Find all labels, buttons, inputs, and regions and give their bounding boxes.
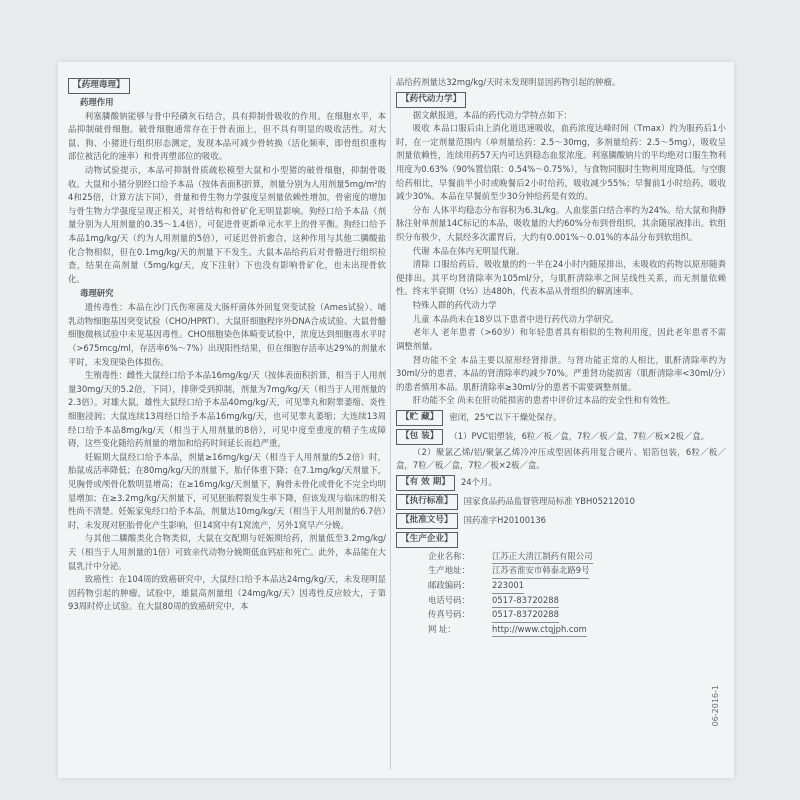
manufacturer-block bbox=[428, 550, 726, 638]
mfr-fax: 0517-83720288 bbox=[492, 608, 559, 623]
section-header-storage: 【贮 藏】 bbox=[396, 410, 443, 426]
carcinogenicity-continued: 品给药剂量达32mg/kg/天时未发现明显因药物引起的肿瘤。 bbox=[396, 77, 621, 87]
section-header-validity: 【有 效 期】 bbox=[396, 475, 455, 491]
carcinogenicity-paragraph: 致癌性：在104周的致癌研究中，大鼠经口给予本品达24mg/kg/天，未发现明显因药物引起的肿瘤。试验中，雄鼠高剂量组（24mg/kg/天）因毒性反应较大，于第93周时停止试验。在大鼠80周的致癌研究中，本 bbox=[68, 574, 386, 612]
package-insert-sheet bbox=[58, 62, 734, 778]
toxicology-title: 毒理研究 bbox=[80, 288, 114, 299]
elderly-paragraph: 老年人 老年患者（>60岁）和年轻患者具有相似的生物利用度，因此老年患者不需调整剂量。 bbox=[396, 327, 726, 351]
section-header-approval: 【批准文号】 bbox=[396, 513, 458, 529]
pk-intro: 据文献报道，本品的药代动力学特点如下： bbox=[412, 109, 572, 120]
standard-row bbox=[396, 492, 726, 511]
bisphosphonate-paragraph: 与其他二膦酸类化合物类似，大鼠在交配期与妊娠期给药，剂量低至3.2mg/kg/天（相当于人用剂量的1倍）可致亲代动物分娩期低血钙症和死亡。此外，本品能在大鼠乳汁中分泌。 bbox=[68, 533, 386, 571]
mfr-postcode: 223001 bbox=[492, 579, 524, 594]
mfr-website: http://www.ctqjph.com bbox=[492, 623, 587, 638]
elimination-paragraph: 清除 口服给药后，吸收量的约一半在24小时内随尿排出，未吸收的药物以原形随粪便排出。其平均肾清除率为105ml/分，与肌酐清除率之间呈线性关系，而无剂量依赖性。终末半衰期（t½）达480h，代表本品从骨组织的解离速率。 bbox=[396, 259, 726, 297]
mfr-address-label: 生产地址： bbox=[428, 565, 470, 576]
package-value-2: （2）聚氯乙烯/铝/聚氯乙烯冷冲压成型固体药用复合硬片、铝箔包装，6粒／板／盒，7粒／板／盒，7粒／板×2板／盒。 bbox=[396, 446, 726, 471]
mfr-address-row bbox=[428, 564, 726, 579]
mfr-website-label: 网 址： bbox=[428, 623, 456, 634]
mfr-website-row bbox=[428, 623, 726, 638]
mfr-name-row bbox=[428, 550, 726, 565]
approval-row bbox=[396, 511, 726, 530]
storage-row bbox=[396, 408, 726, 427]
package-row bbox=[396, 427, 726, 446]
mfr-phone-label: 电话号码： bbox=[428, 594, 470, 605]
section-header-manufacturer: 【生产企业】 bbox=[396, 532, 458, 548]
print-code: 06-2016-1 bbox=[711, 684, 720, 726]
column-divider bbox=[390, 76, 391, 770]
mfr-name: 江苏正大清江制药有限公司 bbox=[492, 550, 593, 565]
validity-value: 24个月。 bbox=[460, 477, 497, 487]
hepatic-paragraph: 肝功能不全 尚未在肝功能损害的患者中评价过本品的安全性和有效性。 bbox=[412, 395, 676, 406]
mfr-postcode-row bbox=[428, 579, 726, 594]
pharmacology-paragraph: 利塞膦酸钠能够与骨中羟磷灰石结合，具有抑制骨吸收的作用。在细胞水平，本品抑制破骨细胞。破骨细胞通常存在于骨表面上，但不具有明显的吸收活性。对大鼠、狗、小猪进行组织形态测定，发现本品可减少骨转换（活化频率，即骨组织重构部位被活化的速率）和骨再塑部位的吸收。 bbox=[68, 110, 386, 162]
section-header-pharm-tox: 【药理毒理】 bbox=[68, 78, 130, 94]
mfr-phone: 0517-83720288 bbox=[492, 594, 559, 609]
section-header-standard: 【执行标准】 bbox=[396, 494, 458, 510]
children-paragraph: 儿童 本品尚未在18岁以下患者中进行药代动力学研究。 bbox=[412, 313, 619, 324]
mfr-postcode-label: 邮政编码： bbox=[428, 579, 470, 590]
special-populations-title: 特殊人群的药代动力学 bbox=[412, 300, 497, 311]
renal-paragraph: 肾功能不全 本品主要以原形经肾排泄。与肾功能正常的人相比，肌酐清除率约为30ml/分的患者，本品的肾清除率约减少70%。严重肾功能损害（肌酐清除率<30ml/分）的患者慎用本品。肌酐清除率≥30ml/分的患者不需要调整剂量。 bbox=[396, 354, 726, 392]
reproductive-toxicity-paragraph: 生殖毒性：雌性大鼠经口给予本品16mg/kg/天（按体表面积折算，相当于人用剂量30mg/天的5.2倍，下同），排卵受到抑制，剂量为7mg/kg/天（相当于人用剂量的2.3倍）。对雄大鼠，雄性大鼠经口给予本品40mg/kg/天，可见睾丸和附睾萎缩、炎性细胞浸润；大鼠连续13周经口给予本品16mg/kg/天，也可见睾丸萎缩；大连续13周经口给予本品8mg/kg/天（相当于人用剂量的8倍），可见中度至重度的精子生成障碍，这些变化随给药剂量的增加和给药时间延长而趋严重。 bbox=[68, 370, 386, 449]
right-column bbox=[396, 76, 726, 772]
absorption-paragraph: 吸收 本品口服后由上消化道迅速吸收，血药浓度达峰时间（Tmax）约为服药后1小时，在一定剂量范围内（单剂量给药：2.5～30mg，多剂量给药：2.5～5mg），吸收呈剂量依赖性，连续用药57天内可达到稳态血浆浓度。利塞膦酸钠片的平均绝对口服生物利用度为0.63%（90%置信限：0.54%～0.75%），与食物同服时生物利用度降低。与空腹给药相比，早餐前半小时或晚餐后2小时给药，吸收减少55%；早餐前1小时给药，吸收减少30%。本品在早餐前至少30分钟给药是有效的。 bbox=[396, 123, 726, 202]
package-value-1: （1）PVC铝塑装，6粒／板／盒，7粒／板／盒，7粒／板×2板／盒。 bbox=[449, 430, 710, 441]
pregnancy-paragraph: 妊娠期大鼠经口给予本品，剂量≥16mg/kg/天（相当于人用剂量的5.2倍）时，胎鼠成活率降低；在80mg/kg/天的剂量下，胎仔体重下降；在7.1mg/kg/天剂量下，见胸骨或颅骨化数明显增高；在≥16mg/kg/天剂量下，胸骨未骨化或骨化不完全均明显增加；在≥3.2mg/kg/天剂量下，可见胚胎腭裂发生率下降，但该发现与临床的相关性尚不清楚。妊娠家兔经口给予本品，剂量达10mg/kg/天（相当于人用剂量的6.7倍）时，未发现对胚胎骨化产生影响，但14窝中有1窝流产，另外1窝早产分娩。 bbox=[68, 451, 386, 530]
mfr-name-label: 企业名称： bbox=[428, 550, 470, 561]
metabolism-paragraph: 代谢 本品在体内无明显代谢。 bbox=[412, 245, 525, 256]
standard-value: 国家食品药品监督管理局标准 YBH05212010 bbox=[463, 495, 635, 506]
storage-value: 密闭，25℃以下干燥处保存。 bbox=[449, 411, 562, 422]
left-column bbox=[68, 76, 386, 772]
section-header-package: 【包 装】 bbox=[396, 429, 443, 445]
animal-study-paragraph: 动物试验提示，本品可抑制骨质疏松模型大鼠和小型猪的破骨细胞，抑制骨吸收。大鼠和小猪分别经口给予本品（按体表面积折算，剂量分别为人用剂量5mg/m²的4和25倍，计算方法下同），骨量和骨生物力学强度呈剂量依赖性增加，骨密度的增加与骨生物力学强度呈现正相关，对骨结构和骨矿化无明显影响。狗经口给予本品（剂量分别为人用剂量的0.35～1.4倍），可促进骨更新单元水平上的骨平衡。狗经口给予本品1mg/kg/天（约为人用剂量的5倍），可延迟骨折愈合，这种作用与其他二膦酸盐化合物相似，但在0.1mg/kg/天的剂量下不发生。大鼠本品给药后对骨骼进行组织检查，结果在高剂量（5mg/kg/天，皮下注射）下也没有影响骨矿化，也未出现骨软化。 bbox=[68, 164, 386, 284]
mfr-address: 江苏省淮安市韩泰北路9号 bbox=[492, 564, 589, 579]
mfr-fax-row bbox=[428, 608, 726, 623]
distribution-paragraph: 分布 人体平均稳态分布容积为6.3L/kg。人血浆蛋白结合率约为24%。给大鼠和狗静脉注射单剂量14C标记的本品，吸收量的大约60%分布到骨组织，其余随尿液排出。软组织分布极少，大鼠经多次灌胃后，大约有0.001%～0.01%的本品分布到软组织。 bbox=[396, 204, 726, 243]
mfr-phone-row bbox=[428, 594, 726, 609]
pharmacology-title: 药理作用 bbox=[80, 96, 114, 107]
section-header-pharmacokinetics: 【药代动力学】 bbox=[396, 92, 466, 108]
mfr-fax-label: 传真号码： bbox=[428, 609, 470, 620]
approval-value: 国药准字H20100136 bbox=[463, 514, 547, 525]
genotoxicity-paragraph: 遗传毒性：本品在沙门氏伤寒菌及大肠杆菌体外回复突变试验（Ames试验）、哺乳动物细胞基因突变试验（CHO/HPRT）、大鼠肝细胞程序外DNA合成试验、大鼠骨髓细胞微核试验中未见基因毒性。CHO细胞染色体畸变试验中，浓度达到细胞毒水平时（>675mcg/ml，存活率6%～7%）出现阳性结果，但在细胞存活率达29%的剂量水平时，未发现染色体损伤。 bbox=[68, 302, 386, 367]
validity-row bbox=[396, 473, 726, 492]
